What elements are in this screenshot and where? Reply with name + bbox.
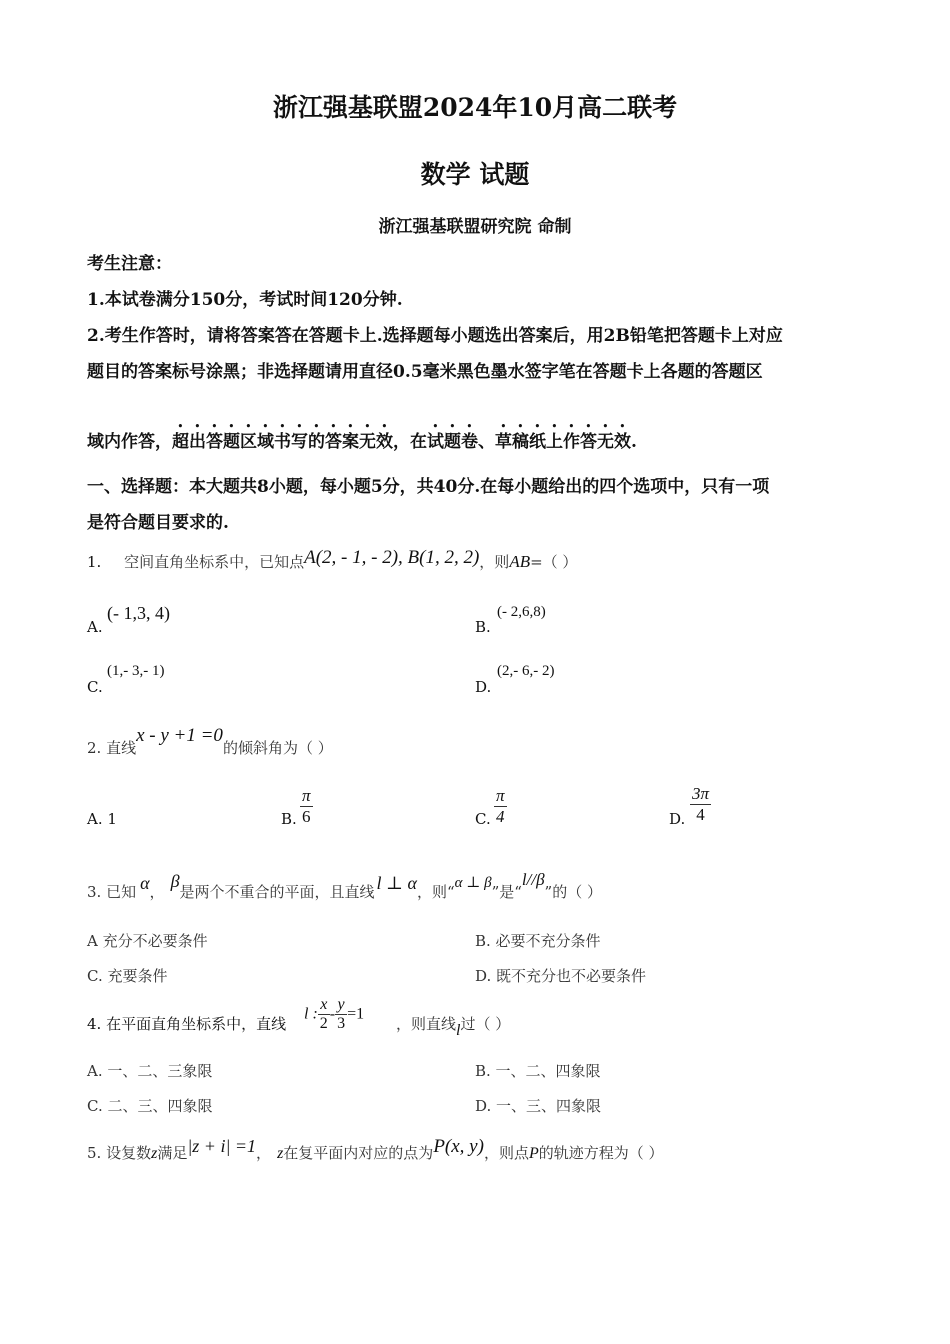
question-number: 1. — [87, 553, 102, 571]
fraction-denominator: 3 — [337, 1015, 346, 1032]
question-text: ，则“ — [416, 883, 455, 901]
option-b-fraction — [300, 786, 313, 827]
option-b-label: B. — [281, 810, 297, 828]
option-c-fraction — [494, 786, 507, 827]
fraction-numerator: π — [302, 786, 311, 805]
fraction-numerator: x — [318, 996, 330, 1015]
notice-heading: 考生注意： — [87, 254, 172, 274]
math-operator: - — [329, 1005, 336, 1023]
emphasis-text: 草稿纸上作答无效 — [495, 432, 631, 452]
question-text: 的轨迹方程为（ ） — [538, 1144, 664, 1162]
notice-text: 、 — [478, 432, 495, 452]
fraction-numerator: y — [335, 996, 347, 1015]
option-c-label: C. — [475, 810, 491, 828]
notice-text: 域内作答， — [87, 432, 172, 452]
question-text: ”是“ — [491, 883, 522, 901]
math-expression: P(x, y) — [433, 1136, 484, 1157]
option-b: B. 一、二、四象限 — [475, 1062, 601, 1080]
option-c-label: C. — [87, 678, 103, 696]
option-c: C. 二、三、四象限 — [87, 1097, 213, 1115]
option-a: A. 1 — [87, 810, 117, 828]
emphasis-text: 超出答题区域书写的答案无效 — [172, 432, 393, 452]
fraction-denominator: 2 — [319, 1015, 328, 1032]
option-d: D. 一、三、四象限 — [475, 1097, 602, 1115]
question-text: 3. 已知 — [87, 883, 137, 901]
option-a-label: A. — [87, 618, 103, 636]
question-text: =（ ） — [530, 553, 578, 571]
section-heading-line-1: 一、选择题：本大题共8小题，每小题5分，共40分.在每小题给出的四个选项中，只有一项 — [87, 477, 770, 497]
question-text: 过（ ） — [460, 1015, 511, 1033]
option-c: C. 充要条件 — [87, 967, 168, 985]
question-text: 2. 直线 — [87, 739, 137, 757]
question-text: ，则 — [479, 553, 510, 571]
option-b-value: (- 2,6,8) — [497, 604, 546, 620]
math-expression: l//β — [521, 870, 545, 889]
question-text: 的倾斜角为（ ） — [222, 739, 333, 757]
fraction-numerator: π — [496, 786, 505, 805]
question-text: 空间直角坐标系中，已知点 — [124, 553, 305, 571]
notice-text: ，在 — [393, 432, 427, 452]
notice-item-2-line-2: 题目的答案标号涂黑；非选择题请用直径0.5毫米黑色墨水签字笔在答题卡上各题的答题区 — [87, 362, 763, 382]
math-expression: l : — [304, 1005, 318, 1023]
math-expression: P — [528, 1145, 539, 1162]
question-text: 满足 — [157, 1144, 188, 1162]
question-text: ”的（ ） — [544, 883, 602, 901]
question-text: 是两个不重合的平面，且直线 — [179, 883, 375, 901]
maker-line: 浙江强基联盟研究院 命制 — [378, 217, 572, 237]
question-4-tail — [396, 1013, 511, 1039]
question-3 — [87, 870, 602, 902]
math-expression: A(2, - 1, - 2), B(1, 2, 2) — [304, 547, 480, 568]
question-text: ， — [149, 883, 165, 901]
math-expression: l — [456, 1022, 461, 1039]
math-expression: AB — [509, 552, 531, 571]
notice-item-2-line-3 — [87, 422, 637, 452]
math-expression: x - y +1 =0 — [136, 725, 223, 746]
notice-item-2-line-1: 2.考生作答时，请将答案答在答题卡上.选择题每小题选出答案后，用2B铅笔把答题卡上对应 — [87, 326, 783, 346]
math-expression: |z + i| =1 — [187, 1136, 257, 1156]
exam-title: 浙江强基联盟2024年10月高二联考 — [272, 93, 678, 122]
math-expression: α ⊥ β — [454, 875, 492, 891]
notice-text: . — [631, 432, 637, 452]
question-text: ，则直线 — [396, 1015, 457, 1033]
option-a: A. 一、二、三象限 — [87, 1062, 213, 1080]
math-operator: =1 — [347, 1005, 365, 1023]
question-4-text: 4. 在平面直角坐标系中，直线 — [87, 1015, 287, 1033]
option-d-label: D. — [669, 810, 686, 828]
option-a: A 充分不必要条件 — [87, 932, 208, 950]
fraction-denominator: 6 — [302, 807, 311, 826]
fraction-denominator: 4 — [696, 805, 705, 824]
math-expression: α — [140, 873, 150, 893]
fraction-denominator: 4 — [496, 807, 505, 826]
section-heading-line-2: 是符合题目要求的. — [87, 513, 229, 533]
fraction-numerator: 3π — [692, 784, 710, 803]
math-expression: β — [170, 871, 180, 891]
question-text: ， — [256, 1144, 272, 1162]
emphasis-text: 试题卷 — [427, 432, 478, 452]
option-b: B. 必要不充分条件 — [475, 932, 601, 950]
math-expression: z — [277, 1145, 284, 1162]
option-a-value: (- 1,3, 4) — [107, 603, 170, 623]
option-d-label: D. — [475, 678, 492, 696]
option-d-fraction — [690, 784, 711, 825]
notice-item-1: 1.本试卷满分150分，考试时间120分钟. — [87, 290, 403, 310]
question-text: ，则点 — [483, 1144, 529, 1162]
option-b-label: B. — [475, 618, 491, 636]
math-expression: z — [151, 1145, 158, 1162]
math-expression: l ⊥ α — [376, 873, 417, 893]
option-d-value: (2,- 6,- 2) — [497, 663, 555, 679]
question-text: 5. 设复数 — [87, 1144, 152, 1162]
question-4-math — [304, 996, 364, 1033]
question-1 — [87, 547, 578, 573]
question-5 — [87, 1136, 664, 1164]
question-text: 在复平面内对应的点为 — [283, 1144, 434, 1162]
question-2 — [87, 725, 333, 759]
option-d: D. 既不充分也不必要条件 — [475, 967, 647, 985]
subject-title: 数学 试题 — [420, 160, 530, 189]
option-c-value: (1,- 3,- 1) — [107, 663, 165, 679]
